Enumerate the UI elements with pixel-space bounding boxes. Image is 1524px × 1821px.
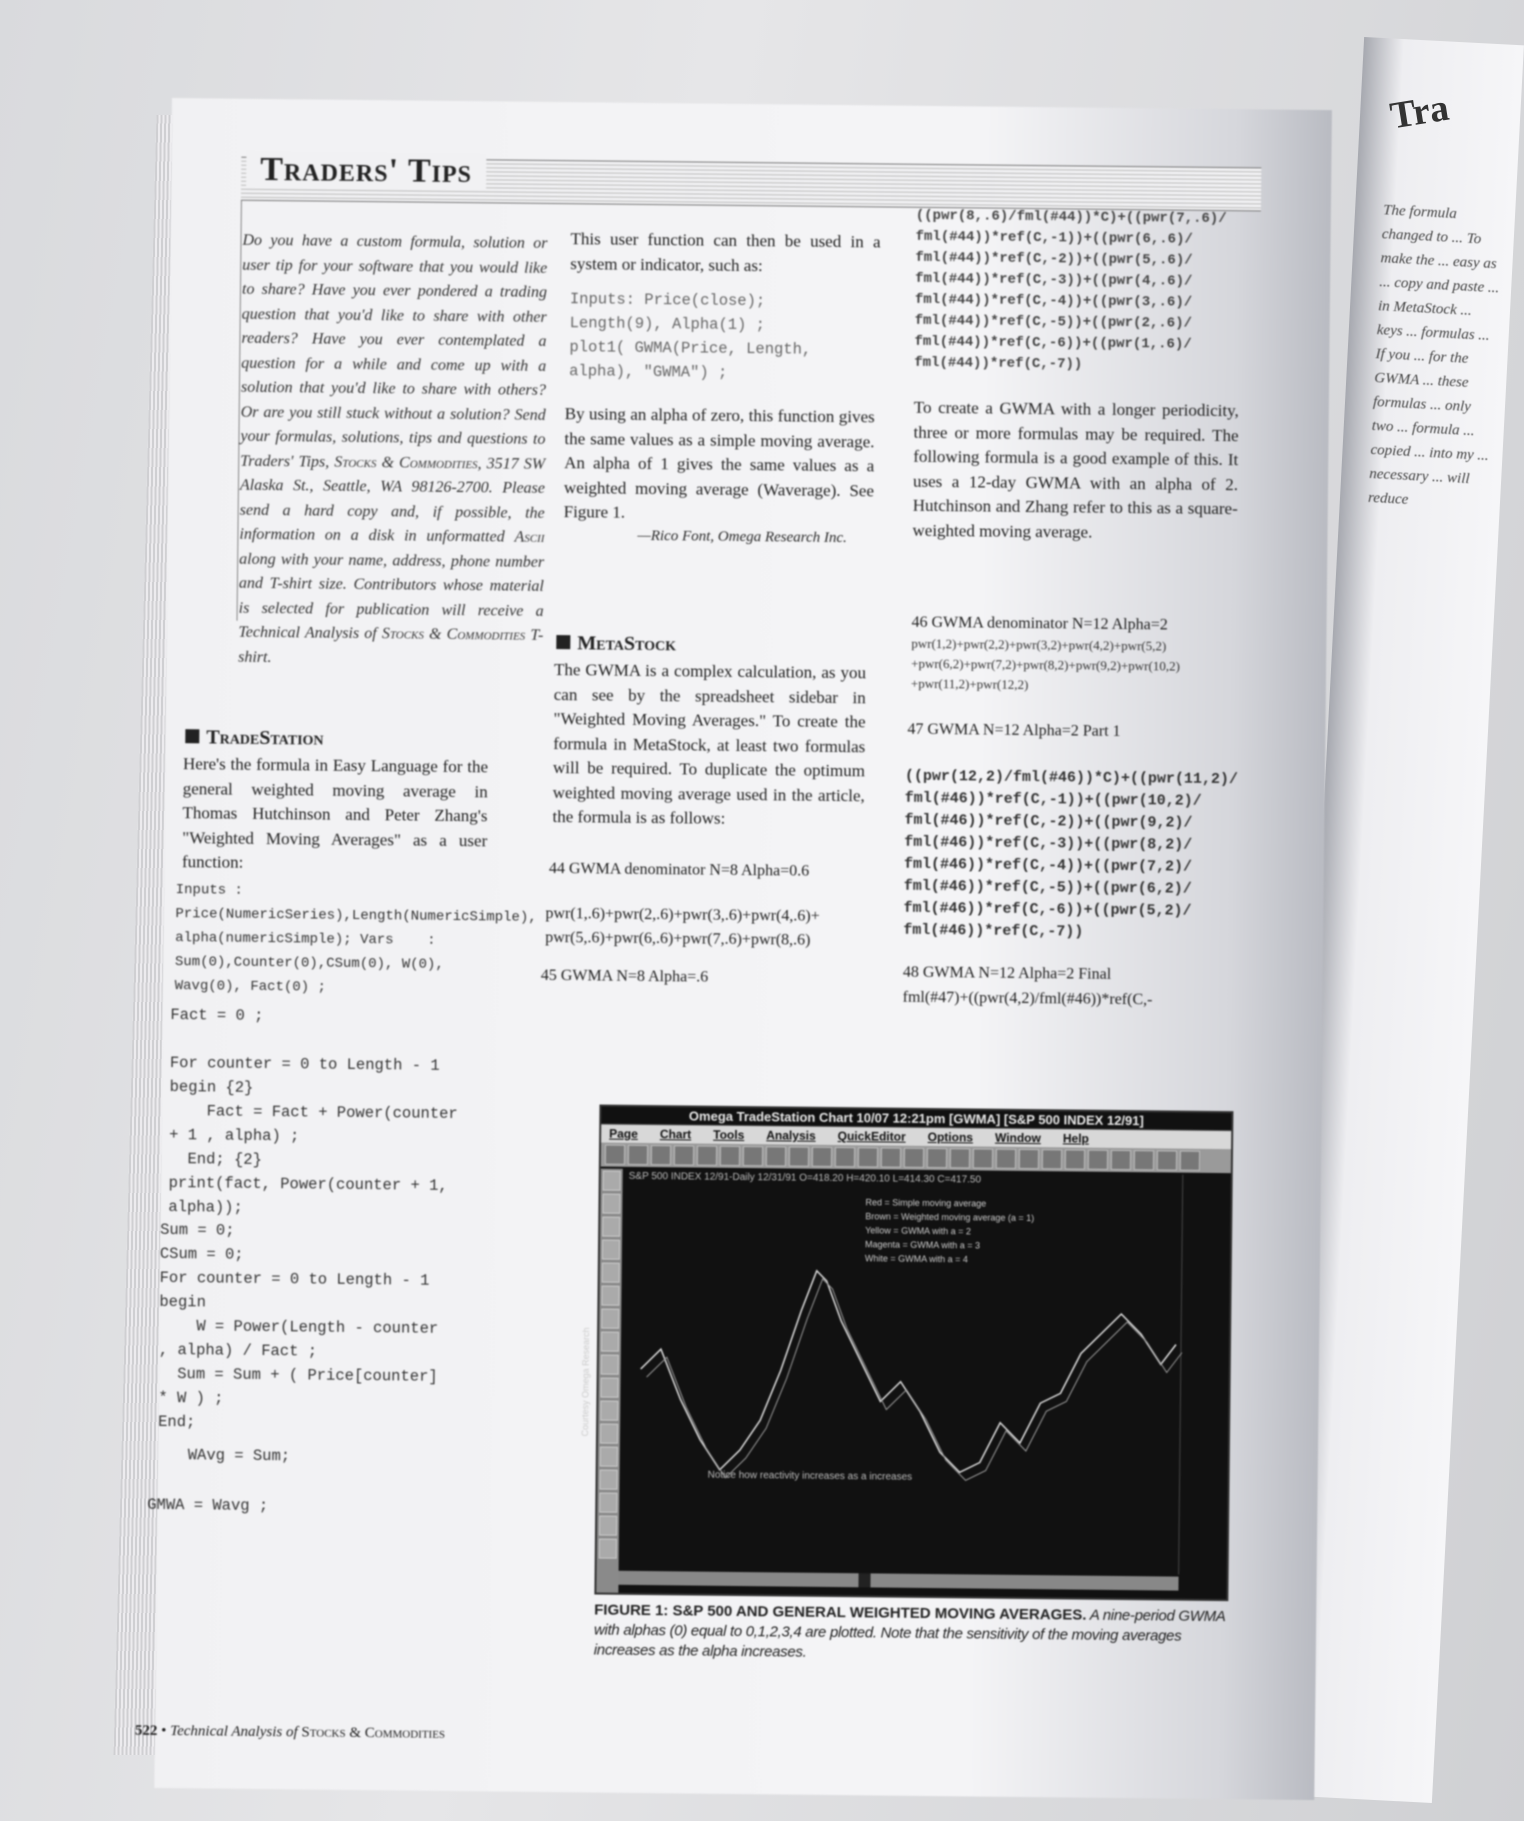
drawing-tool-icon [599, 1516, 617, 1536]
code-inputs: Inputs : Price(NumericSeries),Length(NumericSimple), alpha(numericSimple); Vars : Sum(0),Counter(0),CSum(0), W(0), Wavg(0), Fact(0) ; [174, 882, 537, 996]
caption-text: A nine-period GWMA with alphas (0) equal to 0,1,2,3,4 are plotted. Note that the sensitivity of the moving averages increases as the alpha increases. [593, 1606, 1226, 1661]
menu-page: Page [609, 1126, 638, 1141]
toolbar-button-icon [1065, 1149, 1085, 1169]
price-series-line [640, 1269, 1177, 1475]
footer-magazine: Stocks & Commodities [301, 1724, 446, 1742]
toolbar-button-icon [950, 1148, 970, 1168]
footer-separator: • [157, 1722, 171, 1740]
toolbar-button-icon [996, 1149, 1016, 1169]
menu-help: Help [1062, 1131, 1089, 1146]
code-loop-1: For counter = 0 to Length - 1 begin {2} Fact = Fact + Power(counter + 1 , alpha) ; End; {2} print(fact, Power(counter + 1, alpha)); [168, 1054, 458, 1217]
drawing-tool-icon [599, 1470, 617, 1490]
indicator-code: Inputs: Price(close); Length(9), Alpha(1) ; plot1( GWMA(Price, Length, alpha), "GWMA") ; [569, 290, 812, 382]
toolbar-button-icon [881, 1147, 901, 1167]
intro-part: Do you have a custom formula, solution or user tip for your software that you would like to share? Have you ever pondered a trading question that you'd like to share with other readers? Have you ever contemplated a question for a while and come up with a solution that you'd like to share with others? Or are you still stuck without a solution? Send your formulas, solutions, tips and questions to Traders' Tips, [240, 231, 548, 471]
facing-page-text: The formula changed to ... To make the ... easy as ... copy and paste ... in MetaStock ... keys ... formulas ... If you ... for the GWMA ... these formulas ... only two ... formula ... copied ... into my ... necessary ... will reduce [1367, 202, 1500, 508]
drawing-tool-icon [599, 1539, 617, 1559]
menu-analysis: Analysis [766, 1128, 816, 1143]
drawing-tool-icon [600, 1424, 618, 1444]
formula-48-body: fml(#47)+((pwr(4,2)/fml(#46))*ref(C,- [902, 988, 1153, 1009]
price-plot [618, 1169, 1230, 1595]
magazine-name: Stocks & Commodities [334, 453, 478, 472]
magazine-page [134, 98, 1332, 1800]
formula-45-body: ((pwr(8,.6)/fml(#44))*C)+((pwr(7,.6)/ fml(#44))*ref(C,-1))+((pwr(6,.6)/ fml(#44))*ref(C,-2))+((pwr(5,.6)/ fml(#44))*ref(C,-3))+((pwr(4,.6)/ fml(#44))*ref(C,-4))+((pwr(3,.6)/ fml(#44))*ref(C,-5))+((pwr(2,.6)/ fml(#44))*ref(C,-6))+((pwr(1,.6)/ fml(#44))*ref(C,-7)) [914, 207, 1227, 373]
caption-title: FIGURE 1: S&P 500 AND GENERAL WEIGHTED MOVING AVERAGES. [594, 1601, 1087, 1624]
toolbar-button-icon [904, 1148, 924, 1168]
toolbar-button-icon [743, 1146, 763, 1166]
toolbar-button-icon [766, 1146, 786, 1166]
drawing-tool-icon [602, 1240, 620, 1260]
square-bullet-icon [556, 635, 570, 649]
toolbar-button-icon [835, 1147, 855, 1167]
toolbar-button-icon [1134, 1150, 1154, 1170]
legend-item: White = GWMA with a = 4 [864, 1253, 968, 1265]
drawing-tool-icon [601, 1355, 619, 1375]
metastock-text: The GWMA is a complex calculation, as you can see by the spreadsheet sidebar in "Weighted Moving Averages." To create the formula in MetaStock, at least two formulas will be required. To duplicate the optimum weighted moving average used in the article, the formula is as follows: [552, 660, 867, 828]
drawing-tool-icon [600, 1401, 618, 1421]
legend-item: Magenta = GWMA with a = 3 [864, 1239, 981, 1251]
signature: —Rico Font, Omega Research Inc. [637, 527, 847, 547]
menu-quickeditor: QuickEditor [837, 1129, 906, 1144]
figure-caption [594, 1601, 1235, 1668]
facing-page-title: Tra [1387, 86, 1452, 138]
scrollbar-thumb [858, 1573, 870, 1587]
drawing-tool-icon [601, 1286, 619, 1306]
legend-item: Red = Simple moving average [865, 1197, 987, 1209]
toolbar-button-icon [1111, 1150, 1131, 1170]
drawing-tool-icon [602, 1217, 620, 1237]
square-bullet-icon [185, 729, 199, 743]
toolbar-button-icon [812, 1147, 832, 1167]
intro-text [238, 229, 548, 673]
drawing-tool-icon [601, 1309, 619, 1329]
legend-item: Brown = Weighted moving average (a = 1) [865, 1211, 1035, 1224]
middle-text: By using an alpha of zero, this function gives the same values as a simple moving average. An alpha of 1 gives the same values as a weighted moving average (Waverage). See Figure 1. [563, 404, 875, 522]
toolbar-button-icon [1019, 1149, 1039, 1169]
footer-publication: Technical Analysis of [170, 1723, 302, 1741]
middle-intro: This user function can then be used in a system or indicator, such as: [570, 229, 881, 275]
legend-item: Yellow = GWMA with a = 2 [865, 1225, 971, 1237]
toolbar-button-icon [789, 1147, 809, 1167]
toolbar-button-icon [858, 1147, 878, 1167]
formula-47-body: ((pwr(12,2)/fml(#46))*C)+((pwr(11,2)/ fml(#46))*ref(C,-1))+((pwr(10,2)/ fml(#46))*ref(C,-2))+((pwr(9,2)/ fml(#46))*ref(C,-3))+((pwr(8,2)/ fml(#46))*ref(C,-4))+((pwr(7,2)/ fml(#46))*ref(C,-5))+((pwr(6,2)/ fml(#46))*ref(C,-6))+((pwr(5,2)/ fml(#46))*ref(C,-7)) [903, 767, 1239, 941]
toolbar-button-icon [674, 1145, 694, 1165]
toolbar-button-icon [973, 1148, 993, 1168]
formula-47-title: 47 GWMA N=12 Alpha=2 Part 1 [907, 720, 1121, 740]
toolbar-button-icon [651, 1145, 671, 1165]
toolbar-button-icon [1042, 1149, 1062, 1169]
ascii-word: Ascii [514, 528, 545, 546]
page-footer [135, 1723, 445, 1743]
right-text: To create a GWMA with a longer periodicity, three or more formulas may be required. The following formula is a good example of this. It uses a 12-day GWMA with an alpha of 2. Hutchinson and Zhang refer to this as a square-weighted moving average. [912, 397, 1239, 542]
menu-chart: Chart [659, 1127, 692, 1142]
drawing-tool-icon [601, 1332, 619, 1352]
metastock-heading [556, 632, 676, 656]
price-axis-line [1179, 1175, 1183, 1575]
drawing-tool-icon [600, 1378, 618, 1398]
code-loop-2: Sum = 0; CSum = 0; For counter = 0 to Length - 1 begin W = Power(Length - counter , alpha) / Fact ; Sum = Sum + ( Price[counter] * W ) ; End; [158, 1220, 439, 1432]
heading-text: MetaStock [577, 632, 677, 656]
formula-46-title: 46 GWMA denominator N=12 Alpha=2 [911, 613, 1168, 634]
formula-48-title: 48 GWMA N=12 Alpha=2 Final [902, 963, 1112, 983]
toolbar-button-icon [1088, 1150, 1108, 1170]
toolbar-button-icon [720, 1146, 740, 1166]
toolbar-button-icon [605, 1145, 625, 1165]
formula-44-title: 44 GWMA denominator N=8 Alpha=0.6 [548, 859, 810, 880]
menu-options: Options [927, 1129, 974, 1145]
toolbar-button-icon [927, 1148, 947, 1168]
intro-part: , 3517 SW Alaska St., Seattle, WA 98126-2700. Please send a hard copy and, if possible, the information on a disk in unformatted [239, 454, 546, 546]
menu-window: Window [994, 1130, 1041, 1146]
heading-text: TradeStation [206, 726, 324, 750]
intro-part: along with your name, address, phone number and T-shirt size. Contributors whose material is selected for publication will receive a Technical Analysis of [238, 550, 545, 643]
formula-46-body: pwr(1,2)+pwr(2,2)+pwr(3,2)+pwr(4,2)+pwr(5,2) +pwr(6,2)+pwr(7,2)+pwr(8,2)+pwr(9,2)+pwr(10,2) +pwr(11,2)+pwr(12,2) [910, 635, 1180, 692]
code-wavg: WAvg = Sum; [187, 1446, 291, 1466]
drawing-tool-icon [599, 1493, 617, 1513]
toolbar-button-icon [628, 1145, 648, 1165]
toolbar-button-icon [697, 1146, 717, 1166]
window-title-bar: Omega TradeStation Chart 10/07 12:21pm [GWMA] [S&P 500 INDEX 12/91] [601, 1107, 1231, 1132]
chart-info-line: S&P 500 INDEX 12/91-Daily 12/31/91 O=418.20 H=420.10 L=414.30 C=417.50 [628, 1170, 982, 1186]
menu-tools: Tools [713, 1127, 745, 1143]
drawing-tool-icon [600, 1447, 618, 1467]
magazine-name: Stocks & Commodities [381, 625, 526, 644]
formula-45-title: 45 GWMA N=8 Alpha=.6 [540, 966, 709, 986]
horizontal-scrollbar [618, 1571, 1178, 1591]
page-title: Traders' Tips [246, 151, 486, 192]
tradestation-heading [185, 726, 324, 750]
page-number: 522 [134, 1722, 158, 1739]
drawing-tool-icon [603, 1171, 621, 1191]
code-fact: Fact = 0 ; [170, 1006, 264, 1026]
toolbar-button-icon [1180, 1151, 1200, 1171]
moving-average-line [646, 1277, 1183, 1483]
formula-44-body: pwr(1,.6)+pwr(2,.6)+pwr(3,.6)+pwr(4,.6)+ pwr(5,.6)+pwr(6,.6)+pwr(7,.6)+pwr(8,.6) [545, 904, 820, 949]
tradestation-text: Here's the formula in Easy Language for the general weighted moving average in Thomas Hutchinson and Peter Zhang's "Weighted Moving Averages" as a user function: [181, 754, 489, 872]
drawing-tool-icon [602, 1194, 620, 1214]
toolbar-button-icon [1157, 1150, 1177, 1170]
figure-credit: Courtesy Omega Research [580, 1327, 592, 1437]
drawing-tool-icon [602, 1263, 620, 1283]
tradestation-chart-figure [580, 1105, 1233, 1602]
code-gmwa: GMWA = Wavg ; [147, 1495, 269, 1516]
chart-note: Notice how reactivity increases as a increases [707, 1469, 913, 1483]
intro-part: T-shirt. [238, 626, 544, 666]
